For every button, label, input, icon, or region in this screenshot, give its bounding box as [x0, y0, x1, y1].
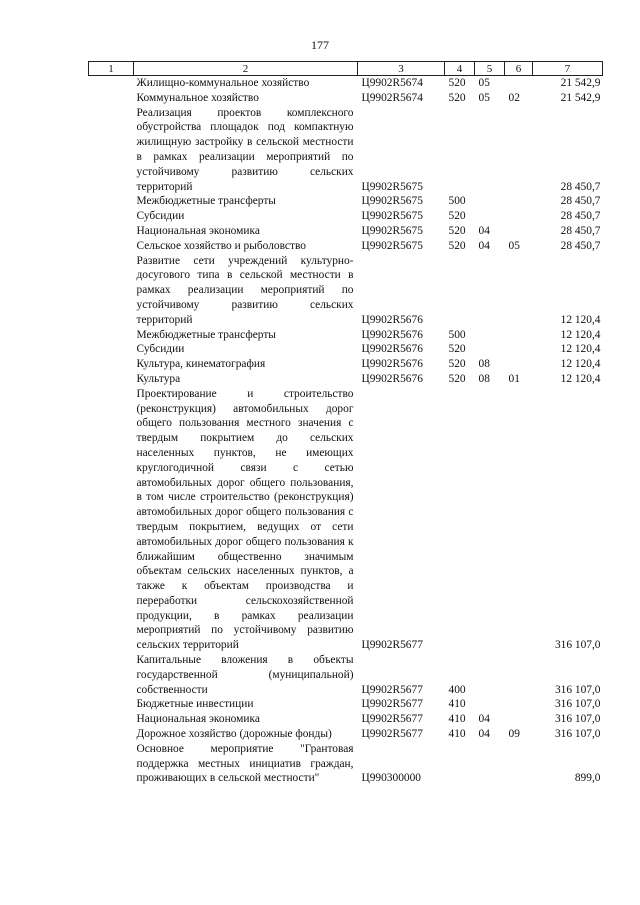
header-col-7: 7 — [533, 62, 603, 76]
subsection-code: 02 — [508, 91, 520, 104]
amount: 316 107,0 — [554, 728, 601, 741]
table-row — [89, 342, 603, 357]
amount: 28 450,7 — [560, 180, 601, 193]
row-col-1 — [89, 387, 134, 653]
header-col-4: 4 — [445, 62, 475, 76]
target-code: Ц9902R5676 — [361, 313, 423, 326]
section-code — [475, 697, 505, 712]
item-name: Национальная экономика — [136, 224, 260, 237]
row-col-1 — [89, 357, 134, 372]
row-col-1 — [89, 194, 134, 209]
item-name: Жилищно-коммунальное хозяйство — [136, 77, 310, 89]
item-name: Основное мероприятие "Грантовая поддержка местных инициатив граждан, проживающих в сельской местности" — [136, 742, 354, 785]
expense-type: 500 — [448, 195, 466, 208]
table-row — [89, 106, 603, 195]
amount: 12 120,4 — [560, 343, 601, 356]
amount: 28 450,7 — [560, 224, 601, 237]
table-row — [89, 239, 603, 254]
subsection-code — [505, 653, 533, 697]
table-row — [89, 372, 603, 387]
section-code: 04 — [478, 713, 490, 726]
table-row — [89, 653, 603, 697]
row-col-1 — [89, 209, 134, 224]
row-col-1 — [89, 239, 134, 254]
table-row — [89, 209, 603, 224]
section-code: 08 — [478, 358, 490, 371]
table-row — [89, 224, 603, 239]
expense-type: 500 — [448, 328, 466, 341]
target-code: Ц9902R5675 — [361, 239, 423, 252]
row-col-1 — [89, 727, 134, 742]
target-code: Ц9902R5676 — [361, 343, 423, 356]
target-code: Ц9902R5676 — [361, 372, 423, 385]
row-col-1 — [89, 712, 134, 727]
item-name: Культура — [136, 372, 181, 385]
budget-table — [88, 61, 603, 786]
subsection-code — [505, 106, 533, 195]
expense-type: 520 — [448, 224, 466, 237]
section-code — [475, 106, 505, 195]
table-row — [89, 357, 603, 372]
item-name: Проектирование и строительство (реконструкция) автомобильных дорог общего пользования местного значения с твердым покрытием до сельских населенных пунктов, не имеющих круглогодичной связи с сетью автомобильных дорог общего пользования, в том числе строительство (реконструкция) автомобильных дорог общего пользования с твердым покрытием, ведущих от сети автомобильных дорог общего пользования к ближайшим общественно значимым объектам сельских населенных пунктов, а также к объектам производства и переработки сельскохозяйственной продукции, в рамках реализации мероприятий по устойчивому развитию сельских территорий — [136, 387, 354, 652]
amount: 21 542,9 — [560, 91, 601, 104]
item-name: Культура, кинематография — [136, 358, 266, 371]
item-name: Субсидии — [136, 343, 185, 356]
subsection-code: 05 — [508, 239, 520, 252]
table-row — [89, 76, 603, 91]
section-code: 04 — [478, 728, 490, 741]
page-number: 177 — [311, 38, 329, 52]
amount: 28 450,7 — [560, 195, 601, 208]
expense-type — [445, 387, 475, 653]
amount: 28 450,7 — [560, 210, 601, 223]
row-col-1 — [89, 342, 134, 357]
section-code — [475, 254, 505, 328]
subsection-code — [505, 387, 533, 653]
item-name: Межбюджетные трансферты — [136, 328, 276, 341]
row-col-1 — [89, 224, 134, 239]
target-code: Ц9902R5677 — [361, 683, 423, 696]
subsection-code — [505, 209, 533, 224]
amount: 316 107,0 — [554, 639, 601, 652]
table-row — [89, 194, 603, 209]
expense-type: 400 — [448, 683, 466, 696]
target-code: Ц9902R5677 — [361, 728, 423, 741]
row-col-1 — [89, 254, 134, 328]
subsection-code — [505, 194, 533, 209]
item-name: Коммунальное хозяйство — [136, 91, 259, 104]
expense-type: 410 — [448, 698, 466, 711]
subsection-code — [505, 224, 533, 239]
expense-type: 520 — [448, 91, 466, 104]
subsection-code — [505, 742, 533, 786]
section-code — [475, 342, 505, 357]
row-col-1 — [89, 653, 134, 697]
subsection-code — [505, 357, 533, 372]
row-col-1 — [89, 328, 134, 343]
amount: 316 107,0 — [554, 713, 601, 726]
table-row — [89, 727, 603, 742]
section-code: 08 — [478, 372, 490, 385]
amount: 316 107,0 — [554, 698, 601, 711]
table-header — [89, 62, 603, 76]
expense-type: 520 — [448, 358, 466, 371]
header-col-6: 6 — [505, 62, 533, 76]
table-row — [89, 712, 603, 727]
amount: 12 120,4 — [560, 358, 601, 371]
amount: 28 450,7 — [560, 239, 601, 252]
section-code: 04 — [478, 224, 490, 237]
target-code: Ц9902R5676 — [361, 328, 423, 341]
row-col-1 — [89, 372, 134, 387]
table-row — [89, 254, 603, 328]
header-col-3: 3 — [358, 62, 445, 76]
expense-type: 410 — [448, 728, 466, 741]
expense-type: 520 — [448, 343, 466, 356]
target-code: Ц9902R5676 — [361, 358, 423, 371]
expense-type: 520 — [448, 77, 466, 89]
header-col-5: 5 — [475, 62, 505, 76]
row-col-1 — [89, 76, 134, 91]
target-code: Ц9902R5677 — [361, 639, 423, 652]
target-code: Ц9902R5675 — [361, 180, 423, 193]
subsection-code — [505, 697, 533, 712]
item-name: Развитие сети учреждений культурно-досугового типа в сельской местности в рамках реализации мероприятий по устойчивому развитию сельских территорий — [136, 254, 354, 326]
amount: 21 542,9 — [560, 77, 601, 89]
section-code: 04 — [478, 239, 490, 252]
row-col-1 — [89, 91, 134, 106]
target-code: Ц9902R5675 — [361, 210, 423, 223]
target-code: Ц9902R5675 — [361, 224, 423, 237]
amount: 12 120,4 — [560, 328, 601, 341]
table-row — [89, 328, 603, 343]
target-code: Ц9902R5674 — [361, 91, 423, 104]
expense-type — [445, 106, 475, 195]
target-code: Ц990300000 — [361, 772, 421, 785]
item-name: Реализация проектов комплексного обустройства площадок под компактную жилищную застройку в сельской местности в рамках реализации мероприятий по устойчивому развитию сельских территорий — [136, 106, 354, 193]
amount: 899,0 — [574, 772, 601, 785]
subsection-code — [505, 712, 533, 727]
section-code — [475, 194, 505, 209]
expense-type: 520 — [448, 239, 466, 252]
section-code: 05 — [478, 77, 490, 89]
subsection-code — [505, 342, 533, 357]
amount: 316 107,0 — [554, 683, 601, 696]
table-row — [89, 742, 603, 786]
section-code: 05 — [478, 91, 490, 104]
table-row — [89, 697, 603, 712]
section-code — [475, 653, 505, 697]
item-name: Сельское хозяйство и рыболовство — [136, 239, 306, 252]
item-name: Бюджетные инвестиции — [136, 698, 254, 711]
row-col-1 — [89, 742, 134, 786]
expense-type: 410 — [448, 713, 466, 726]
item-name: Субсидии — [136, 210, 185, 223]
section-code — [475, 209, 505, 224]
subsection-code: 01 — [508, 372, 520, 385]
section-code — [475, 742, 505, 786]
header-col-1: 1 — [89, 62, 134, 76]
section-code — [475, 328, 505, 343]
item-name: Дорожное хозяйство (дорожные фонды) — [136, 728, 332, 741]
header-col-2: 2 — [134, 62, 358, 76]
subsection-code — [505, 76, 533, 91]
table-row — [89, 387, 603, 653]
item-name: Капитальные вложения в объекты государственной (муниципальной) собственности — [136, 654, 354, 696]
amount: 12 120,4 — [560, 372, 601, 385]
expense-type — [445, 742, 475, 786]
item-name: Национальная экономика — [136, 713, 260, 726]
expense-type: 520 — [448, 372, 466, 385]
target-code: Ц9902R5674 — [361, 77, 423, 89]
target-code: Ц9902R5675 — [361, 195, 423, 208]
section-code — [475, 387, 505, 653]
table-body — [89, 76, 603, 787]
expense-type — [445, 254, 475, 328]
row-col-1 — [89, 106, 134, 195]
target-code: Ц9902R5677 — [361, 713, 423, 726]
target-code: Ц9902R5677 — [361, 698, 423, 711]
row-col-1 — [89, 697, 134, 712]
item-name: Межбюджетные трансферты — [136, 195, 276, 208]
subsection-code — [505, 254, 533, 328]
table-row — [89, 91, 603, 106]
subsection-code: 09 — [508, 728, 520, 741]
amount: 12 120,4 — [560, 313, 601, 326]
subsection-code — [505, 328, 533, 343]
expense-type: 520 — [448, 210, 466, 223]
